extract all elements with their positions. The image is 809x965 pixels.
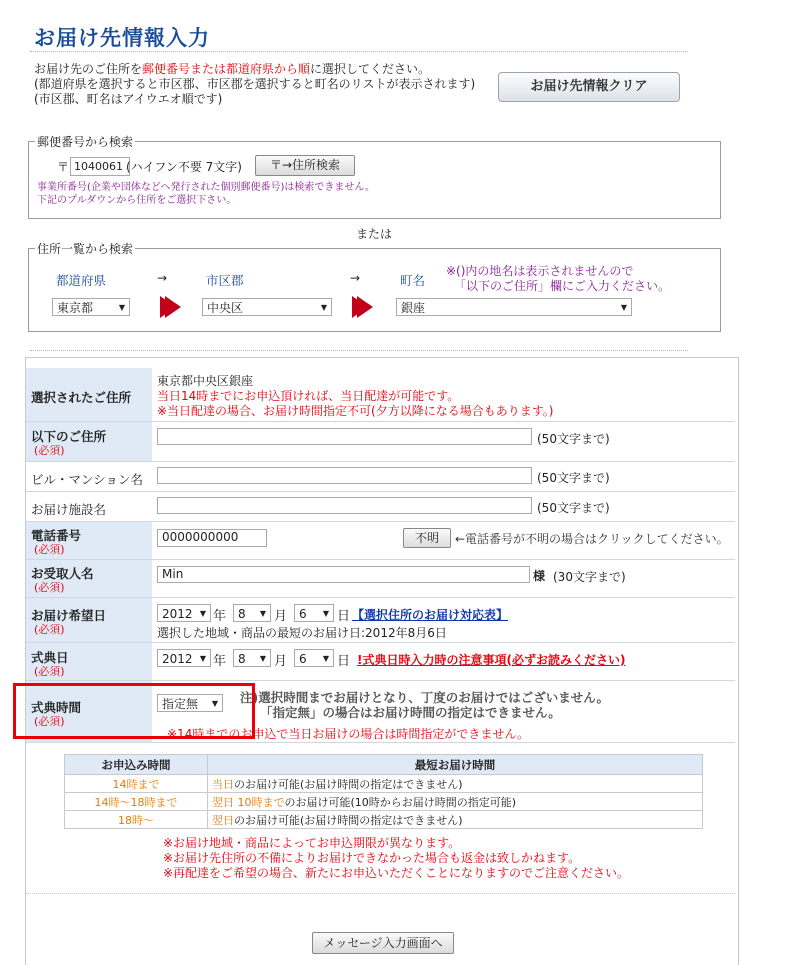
timetable-header: お申込み時間	[65, 755, 208, 775]
time-note-2: 「指定無」の場合はお届け時間の指定はできません。	[260, 705, 561, 720]
phone-label: 電話番号	[31, 528, 82, 543]
address-note	[446, 264, 670, 294]
address-label: 以下のご住所	[31, 429, 107, 444]
zip-search-legend: 郵便番号から検索	[37, 135, 134, 149]
zip-input[interactable]: 1040061	[70, 157, 130, 176]
chevron-down-icon: ▼	[211, 699, 218, 708]
timetable-detail: のお届け可能(お届け時間の指定はできません)	[234, 777, 463, 791]
ceremony-month-value: 8	[238, 652, 246, 666]
chevron-down-icon: ▼	[320, 303, 327, 312]
page-title: お届け先情報入力	[34, 26, 210, 50]
required-tag: (必須)	[34, 715, 65, 728]
time-note-3: ※14時までのお申込で当日お届けの場合は時間指定ができません。	[167, 727, 530, 741]
facility-label-cell	[26, 492, 152, 521]
timetable-result	[208, 793, 703, 811]
required-tag: (必須)	[34, 665, 65, 678]
intro-line1-red: 郵便番号または都道府県から順	[142, 62, 311, 76]
year-unit: 年	[213, 609, 227, 624]
footer-divider	[26, 893, 735, 894]
delivery-day-select[interactable]	[294, 604, 334, 622]
town-select[interactable]	[396, 298, 632, 316]
building-label-cell	[26, 462, 152, 491]
phone-label-cell	[26, 522, 152, 559]
earliest-delivery-note: 選択した地域・商品の最短のお届け日:2012年8月6日	[157, 626, 447, 640]
selected-address-note-1: 当日14時までにお申込頂ければ、当日配達が可能です。	[157, 389, 460, 403]
recipient-limit: (30文字まで)	[553, 570, 626, 584]
red-arrow-icon	[165, 296, 181, 318]
delivery-date-label: お届け希望日	[31, 608, 107, 623]
chevron-down-icon: ▼	[259, 654, 266, 663]
table-row	[65, 775, 703, 793]
intro-text	[34, 62, 475, 107]
building-limit: (50文字まで)	[537, 471, 610, 485]
intro-line1-post: に選択してください。	[310, 62, 431, 76]
required-tag: (必須)	[34, 623, 65, 636]
recipient-input[interactable]: Min	[157, 566, 530, 583]
form-divider	[30, 350, 688, 351]
address-label-cell	[26, 422, 152, 461]
delivery-timetable	[64, 754, 703, 829]
intro-line3: (市区郡、町名はアイウエオ順です)	[34, 92, 223, 106]
timetable-time: 18時～	[65, 811, 208, 829]
chevron-down-icon: ▼	[620, 303, 627, 312]
message-input-button[interactable]: メッセージ入力画面へ	[312, 932, 454, 954]
pref-label: 都道府県	[56, 273, 107, 288]
delivery-month-value: 8	[238, 607, 246, 621]
zip-hint: (ハイフン不要 7文字)	[126, 160, 242, 174]
address-search-legend: 住所一覧から検索	[37, 242, 134, 256]
timetable-time: 14時まで	[65, 775, 208, 793]
building-label: ビル・マンション名	[31, 472, 143, 487]
timetable-time: 14時～18時まで	[65, 793, 208, 811]
arrow-1: →	[157, 271, 168, 285]
city-select[interactable]	[202, 298, 332, 316]
day-unit: 日	[337, 609, 351, 624]
city-select-value: 中央区	[207, 301, 244, 315]
timetable-header-row	[65, 755, 703, 775]
zip-search-button[interactable]: 〒→住所検索	[255, 155, 355, 176]
ceremony-date-label: 式典日	[31, 650, 69, 665]
ceremony-time-label: 式典時間	[31, 700, 82, 715]
delivery-year-value: 2012	[162, 607, 193, 621]
or-label: または	[356, 227, 393, 241]
address-note-1: ※()内の地名は表示されませんので	[446, 264, 634, 278]
chevron-down-icon: ▼	[322, 609, 329, 618]
phone-input[interactable]: 0000000000	[157, 529, 267, 547]
chevron-down-icon: ▼	[199, 654, 206, 663]
table-row	[65, 811, 703, 829]
delivery-date-label-cell	[26, 598, 152, 642]
footnotes	[163, 836, 629, 881]
required-tag: (必須)	[34, 444, 65, 457]
clear-address-button[interactable]: お届け先情報クリア	[498, 72, 680, 102]
timetable-detail: のお届け可能(お届け時間の指定はできません)	[234, 813, 463, 827]
ceremony-year-select[interactable]	[157, 649, 211, 667]
recipient-label: お受取人名	[31, 566, 94, 581]
ceremony-notice-link[interactable]: !式典日時入力時の注意事項(必ずお読みください)	[357, 653, 626, 667]
selected-address-value: 東京都中央区銀座	[157, 374, 254, 388]
town-label: 町名	[400, 273, 426, 288]
footnote: ※お届け先住所の不備によりお届けできなかった場合も返金は致しかねます。	[163, 851, 581, 865]
recipient-label-cell	[26, 560, 152, 597]
day-unit: 日	[337, 654, 351, 669]
facility-label: お届け施設名	[31, 502, 107, 517]
chevron-down-icon: ▼	[322, 654, 329, 663]
month-unit: 月	[274, 609, 288, 624]
title-divider	[30, 51, 688, 52]
required-tag: (必須)	[34, 543, 65, 556]
ceremony-time-value: 指定無	[162, 697, 199, 711]
ceremony-day-select[interactable]	[294, 649, 334, 667]
footnote: ※お届け地域・商品によってお申込期限が異なります。	[163, 836, 461, 850]
selected-address-note-2: ※当日配達の場合、お届け時間指定不可(夕方以降になる場合もあります。)	[157, 404, 554, 418]
selected-address-label-cell	[26, 368, 152, 421]
chevron-down-icon: ▼	[259, 609, 266, 618]
delivery-year-select[interactable]	[157, 604, 211, 622]
facility-limit: (50文字まで)	[537, 501, 610, 515]
footnote: ※再配達をご希望の場合、新たにお申込いただくことになりますのでご注意ください。	[163, 866, 630, 880]
year-unit: 年	[213, 654, 227, 669]
form-row-end	[26, 742, 735, 743]
ceremony-date-label-cell	[26, 643, 152, 680]
intro-line2: (都道府県を選択すると市区郡、市区郡を選択すると町名のリストが表示されます)	[34, 77, 476, 91]
zip-note-1: 事業所番号(企業や団体などへ発行された個別郵便番号)は検索できません。	[37, 182, 376, 193]
town-select-value: 銀座	[401, 301, 426, 315]
month-unit: 月	[274, 654, 288, 669]
address-note-2: 「以下のご住所」欄にご入力ください。	[454, 279, 671, 293]
zip-prefix: 〒	[57, 160, 70, 174]
timetable-detail: のお届け可能(10時からお届け時間の指定可能)	[284, 795, 517, 809]
timetable-result	[208, 775, 703, 793]
timetable-day: 翌日	[212, 813, 234, 827]
selected-address-label: 選択されたご住所	[31, 390, 132, 405]
ceremony-month-select[interactable]	[233, 649, 271, 667]
required-tag: (必須)	[34, 581, 65, 594]
timetable-result	[208, 811, 703, 829]
phone-unknown-button[interactable]: 不明	[403, 528, 451, 548]
chevron-down-icon: ▼	[118, 303, 125, 312]
ceremony-day-value: 6	[299, 652, 307, 666]
recipient-sama: 様	[533, 569, 546, 583]
ceremony-year-value: 2012	[162, 652, 193, 666]
building-input[interactable]	[157, 467, 532, 484]
city-label: 市区郡	[206, 273, 244, 288]
pref-select[interactable]	[52, 298, 130, 316]
phone-note: ←電話番号が不明の場合はクリックしてください。	[455, 532, 729, 546]
pref-select-value: 東京都	[57, 301, 94, 315]
zip-note-2: 下記のプルダウンから住所をご選択下さい。	[37, 195, 237, 206]
address-input[interactable]	[157, 428, 532, 445]
table-row	[65, 793, 703, 811]
timetable-day: 当日	[212, 777, 234, 791]
chevron-down-icon: ▼	[199, 609, 206, 618]
delivery-month-select[interactable]	[233, 604, 271, 622]
timetable-day: 翌日 10時まで	[212, 795, 285, 809]
red-arrow-icon	[357, 296, 373, 318]
facility-input[interactable]	[157, 497, 532, 514]
highlight-box	[13, 683, 255, 739]
time-note-1: 注)選択時間までお届けとなり、丁度のお届けではございません。	[240, 690, 609, 705]
delivery-day-value: 6	[299, 607, 307, 621]
address-limit: (50文字まで)	[537, 432, 610, 446]
arrow-2: →	[350, 271, 361, 285]
delivery-table-link[interactable]: 【選択住所のお届け対応表】	[352, 608, 509, 622]
intro-line1-pre: お届け先のご住所を	[34, 62, 143, 76]
timetable-header: 最短お届け時間	[208, 755, 703, 775]
